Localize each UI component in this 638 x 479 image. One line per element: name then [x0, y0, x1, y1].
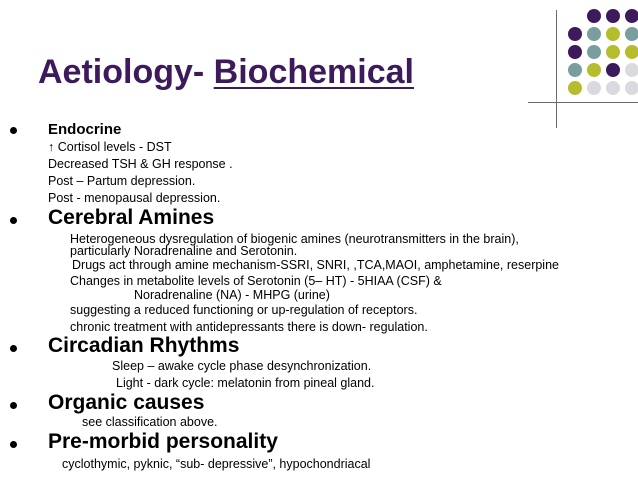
premorbid-line: cyclothymic, pyknic, “sub- depressive”, hypochondriacal: [62, 457, 371, 471]
decor-dot: [625, 9, 638, 23]
decor-dot: [606, 81, 620, 95]
cerebral-line: chronic treatment with antidepressants there is down- regulation.: [70, 320, 428, 334]
cerebral-line: Drugs act through amine mechanism-SSRI, SNRI, ,TCA,MAOI, amphetamine, reserpine: [72, 258, 559, 272]
bullet-endocrine: [10, 127, 17, 134]
decor-dot: [606, 45, 620, 59]
decor-dot: [587, 27, 601, 41]
decor-dot: [625, 63, 638, 77]
cerebral-line: particularly Noradrenaline and Serotonin.: [70, 244, 298, 258]
decor-dot: [568, 27, 582, 41]
horizontal-divider: [528, 102, 638, 103]
organic-line: see classification above.: [82, 415, 218, 429]
bullet-premorbid: [10, 441, 17, 448]
decor-dot: [568, 45, 582, 59]
heading-endocrine: Endocrine: [48, 121, 122, 138]
slide-title: [38, 52, 414, 92]
decor-dot: [625, 45, 638, 59]
decor-dot: [568, 63, 582, 77]
decor-dot: [606, 63, 620, 77]
endocrine-line: Decreased TSH & GH response .: [48, 157, 233, 171]
endocrine-line: Post - menopausal depression.: [48, 191, 221, 205]
decor-dot: [606, 9, 620, 23]
heading-premorbid-personality: Pre-morbid personality: [48, 430, 278, 453]
title-underlined: Biochemical: [213, 53, 414, 91]
vertical-divider: [556, 10, 557, 128]
decor-dot: [587, 63, 601, 77]
heading-organic-causes: Organic causes: [48, 391, 205, 414]
decor-dot: [587, 45, 601, 59]
bullet-circadian: [10, 345, 17, 352]
endocrine-line: ↑ Cortisol levels - DST: [48, 140, 172, 154]
decor-dot: [568, 81, 582, 95]
cerebral-line: suggesting a reduced functioning or up-regulation of receptors.: [70, 303, 418, 317]
cerebral-line: Heterogeneous dysregulation of biogenic amines (neurotransmitters in the brain),: [70, 232, 519, 246]
circadian-line: Sleep – awake cycle phase desynchronization.: [112, 359, 372, 373]
decor-dot: [587, 9, 601, 23]
cerebral-line: Noradrenaline (NA) - MHPG (urine): [134, 288, 330, 302]
endocrine-line: Post – Partum depression.: [48, 174, 196, 188]
cerebral-line: Changes in metabolite levels of Serotonin (5– HT) - 5HIAA (CSF) &: [70, 274, 442, 288]
heading-cerebral-amines: Cerebral Amines: [48, 206, 215, 229]
decor-dot: [606, 27, 620, 41]
heading-circadian-rhythms: Circadian Rhythms: [48, 334, 240, 357]
bullet-cerebral: [10, 217, 17, 224]
circadian-line: Light - dark cycle: melatonin from pineal gland.: [116, 376, 375, 390]
bullet-organic: [10, 402, 17, 409]
title-plain: Aetiology-: [38, 53, 205, 91]
decor-dot: [625, 27, 638, 41]
decor-dot: [587, 81, 601, 95]
decor-dot: [625, 81, 638, 95]
